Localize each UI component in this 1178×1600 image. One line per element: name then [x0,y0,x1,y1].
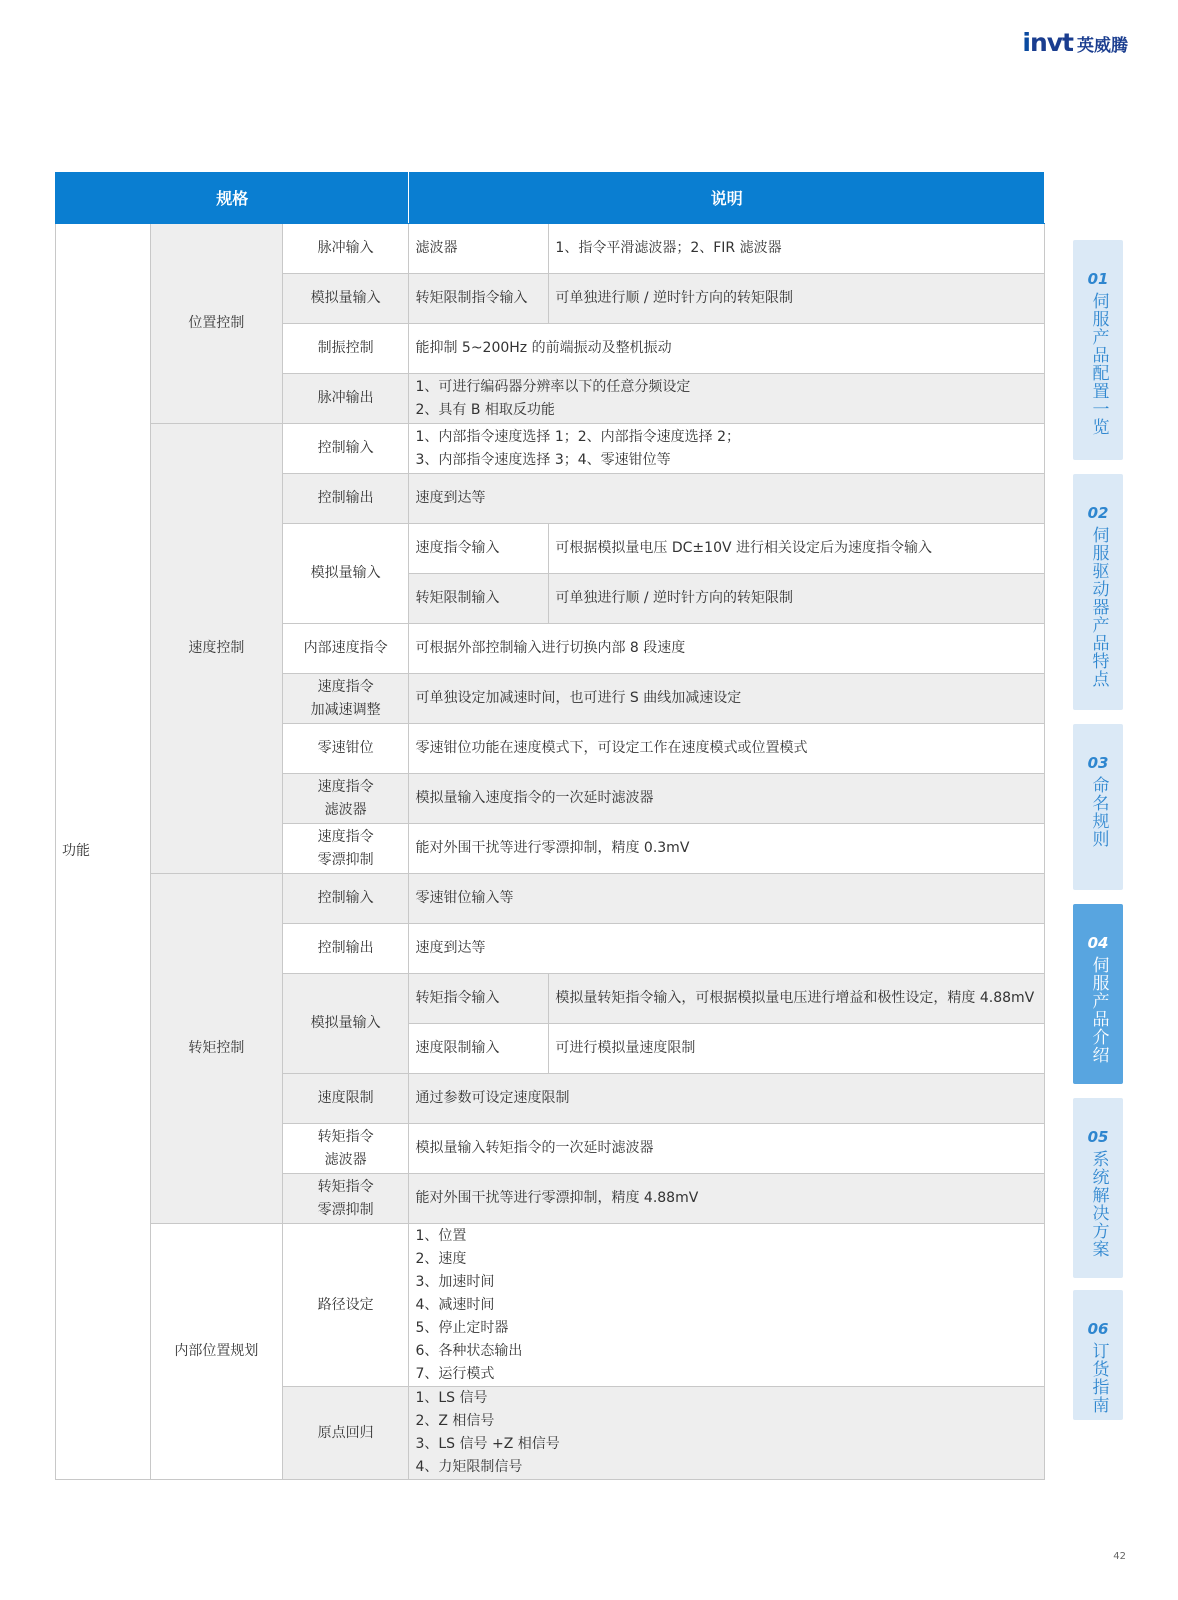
row-label: 模拟量输入 [282,274,409,324]
row-desc: 1、指令平滑滤波器；2、FIR 滤波器 [549,224,1045,274]
row-label: 控制输出 [282,474,409,524]
row-sublabel: 速度限制输入 [409,1024,549,1074]
side-nav-03[interactable]: 03 命名规则 [1073,724,1123,890]
row-label: 零速钳位 [282,724,409,774]
row-label: 原点回归 [282,1387,409,1480]
row-desc: 速度到达等 [409,474,1045,524]
row-desc: 1、LS 信号 2、Z 相信号 3、LS 信号 +Z 相信号 4、力矩限制信号 [409,1387,1045,1480]
row-desc: 1、内部指令速度选择 1；2、内部指令速度选择 2； 3、内部指令速度选择 3；4、零速钳位等 [409,424,1045,474]
row-desc: 可进行模拟量速度限制 [549,1024,1045,1074]
row-label: 制振控制 [282,324,409,374]
row-desc: 通过参数可设定速度限制 [409,1074,1045,1124]
group-position-control: 位置控制 [151,224,283,424]
group-speed-control: 速度控制 [151,424,283,874]
table-row [56,424,1045,474]
row-sublabel: 速度指令输入 [409,524,549,574]
brand-logo [1022,28,1128,57]
side-nav-05[interactable]: 05 系统解决方案 [1073,1098,1123,1278]
row-label: 转矩指令 零漂抑制 [282,1174,409,1224]
table-row [56,874,1045,924]
side-nav-02[interactable]: 02 伺服驱动器产品特点 [1073,474,1123,710]
row-desc: 可单独进行顺 / 逆时针方向的转矩限制 [549,574,1045,624]
row-label: 速度指令 加减速调整 [282,674,409,724]
row-label: 脉冲输入 [282,224,409,274]
row-desc: 零速钳位功能在速度模式下，可设定工作在速度模式或位置模式 [409,724,1045,774]
row-sublabel: 转矩限制输入 [409,574,549,624]
row-desc: 能对外围干扰等进行零漂抑制，精度 4.88mV [409,1174,1045,1224]
row-desc: 1、位置 2、速度 3、加速时间 4、减速时间 5、停止定时器 6、各种状态输出 7、运行模式 [409,1224,1045,1387]
group-torque-control: 转矩控制 [151,874,283,1224]
side-nav-01[interactable]: 01 伺服产品配置一览 [1073,240,1123,460]
row-label: 内部速度指令 [282,624,409,674]
row-label: 控制输入 [282,424,409,474]
row-label: 转矩指令 滤波器 [282,1124,409,1174]
row-desc: 零速钳位输入等 [409,874,1045,924]
row-desc: 能对外围干扰等进行零漂抑制，精度 0.3mV [409,824,1045,874]
row-desc: 可根据外部控制输入进行切换内部 8 段速度 [409,624,1045,674]
row-desc: 模拟量转矩指令输入，可根据模拟量电压进行增益和极性设定，精度 4.88mV [549,974,1045,1024]
side-nav-06[interactable]: 06 订货指南 [1073,1290,1123,1420]
row-label: 速度指令 零漂抑制 [282,824,409,874]
header-spec: 规格 [56,173,409,224]
row-sublabel: 转矩限制指令输入 [409,274,549,324]
row-label: 速度指令 滤波器 [282,774,409,824]
row-desc: 可根据模拟量电压 DC±10V 进行相关设定后为速度指令输入 [549,524,1045,574]
row-desc: 模拟量输入速度指令的一次延时滤波器 [409,774,1045,824]
logo-chinese-name: 英威腾 [1077,36,1128,56]
table-row [56,224,1045,274]
row-sublabel: 转矩指令输入 [409,974,549,1024]
function-category: 功能 [56,224,151,1480]
table-row [56,1224,1045,1387]
row-sublabel: 滤波器 [409,224,549,274]
row-label: 控制输出 [282,924,409,974]
row-desc: 可单独设定加减速时间，也可进行 S 曲线加减速设定 [409,674,1045,724]
header-desc: 说明 [409,173,1045,224]
row-label: 速度限制 [282,1074,409,1124]
table-header-row [56,173,1045,224]
group-internal-position-planning: 内部位置规划 [151,1224,283,1480]
row-desc: 速度到达等 [409,924,1045,974]
row-label: 路径设定 [282,1224,409,1387]
spec-table [55,172,1045,1480]
side-nav-04[interactable]: 04 伺服产品介绍 [1073,904,1123,1084]
row-desc: 模拟量输入转矩指令的一次延时滤波器 [409,1124,1045,1174]
row-label: 脉冲输出 [282,374,409,424]
row-desc: 能抑制 5~200Hz 的前端振动及整机振动 [409,324,1045,374]
logo-mark: invt [1022,28,1073,57]
row-label: 模拟量输入 [282,974,409,1074]
row-desc: 可单独进行顺 / 逆时针方向的转矩限制 [549,274,1045,324]
row-desc: 1、可进行编码器分辨率以下的任意分频设定 2、具有 B 相取反功能 [409,374,1045,424]
row-label: 控制输入 [282,874,409,924]
row-label: 模拟量输入 [282,524,409,624]
page-number: 42 [1113,1551,1126,1562]
